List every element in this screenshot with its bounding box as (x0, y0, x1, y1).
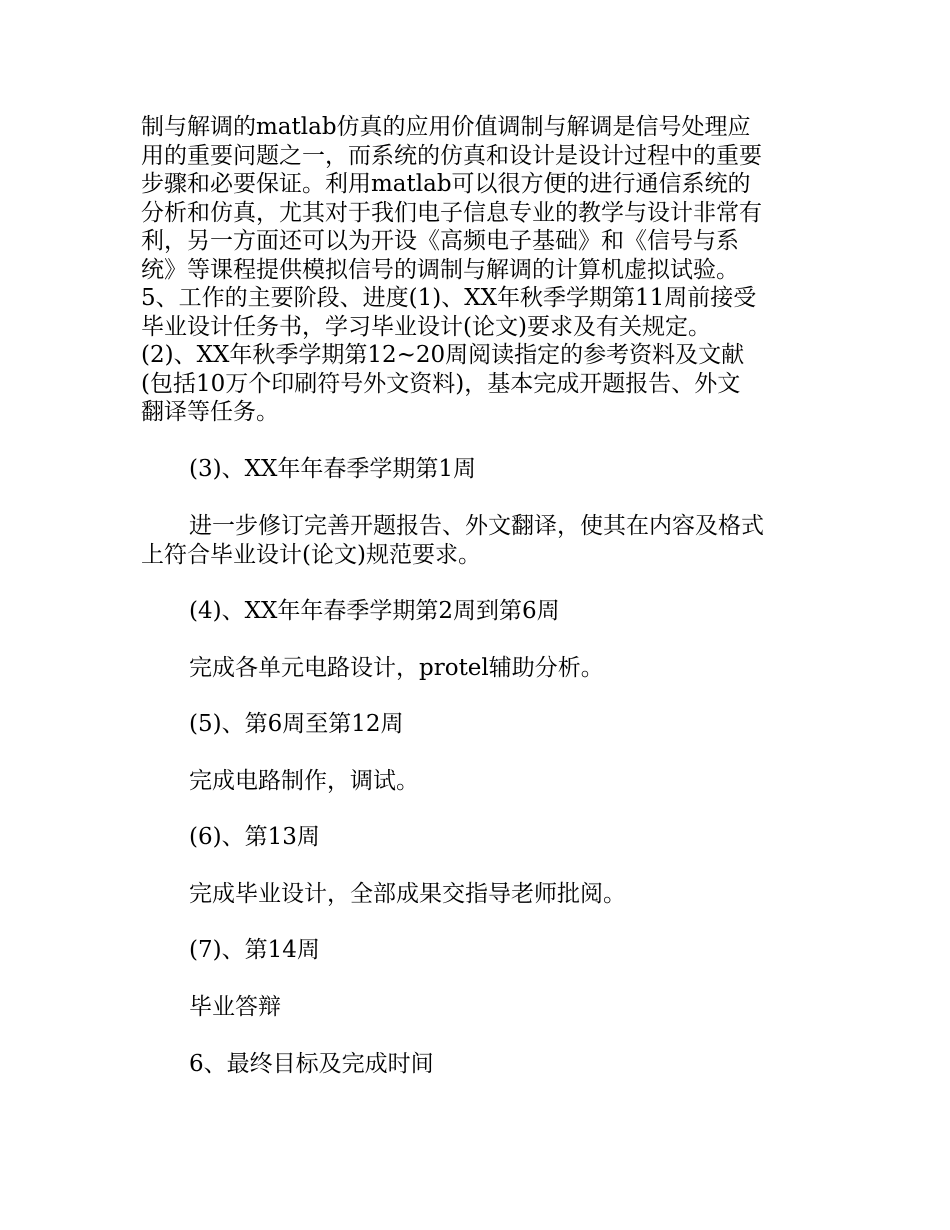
text-line: 步骤和必要保证。利用matlab可以很方便的进行通信系统的 (141, 171, 751, 197)
text-line: 利，另一方面还可以为开设《高频电子基础》和《信号与系 (141, 228, 739, 254)
stage7-title: (7)、第14周 (189, 937, 320, 963)
text-line: (2)、XX年秋季学期第12~20周阅读指定的参考资料及文献 (141, 342, 745, 368)
section6-heading: 6、最终目标及完成时间 (189, 1051, 434, 1077)
stage6-description: 完成毕业设计，全部成果交指导老师批阅。 (189, 881, 626, 907)
stage3-title: (3)、XX年年春季学期第1周 (189, 456, 476, 482)
text-line: 上符合毕业设计(论文)规范要求。 (141, 541, 481, 568)
text-line: 进一步修订完善开题报告、外文翻译，使其在内容及格式 (189, 513, 764, 539)
text-line: 统》等课程提供模拟信号的调制与解调的计算机虚拟试验。 (141, 256, 739, 283)
text-line: 制与解调的matlab仿真的应用价值调制与解调是信号处理应 (141, 114, 751, 140)
stage5-title: (5)、第6周至第12周 (189, 711, 404, 737)
text-line: (包括10万个印刷符号外文资料)，基本完成开题报告、外文 (141, 370, 741, 397)
text-line: 5、工作的主要阶段、进度(1)、XX年秋季学期第11周前接受 (141, 285, 757, 311)
text-line: 毕业设计任务书，学习毕业设计(论文)要求及有关规定。 (141, 313, 711, 340)
stage5-description: 完成电路制作，调试。 (189, 768, 419, 794)
text-line: 分析和仿真，尤其对于我们电子信息专业的教学与设计非常有 (141, 199, 762, 226)
stage7-description: 毕业答辩 (189, 994, 281, 1020)
text-line: 用的重要问题之一，而系统的仿真和设计是设计过程中的重要 (141, 142, 762, 169)
stage6-title: (6)、第13周 (189, 824, 320, 850)
intro-paragraph (141, 113, 762, 427)
stage3-description (141, 512, 764, 569)
text-line: 翻译等任务。 (141, 399, 279, 425)
stage4-title: (4)、XX年年春季学期第2周到第6周 (189, 598, 560, 624)
stage4-description: 完成各单元电路设计，protel辅助分析。 (189, 655, 604, 681)
